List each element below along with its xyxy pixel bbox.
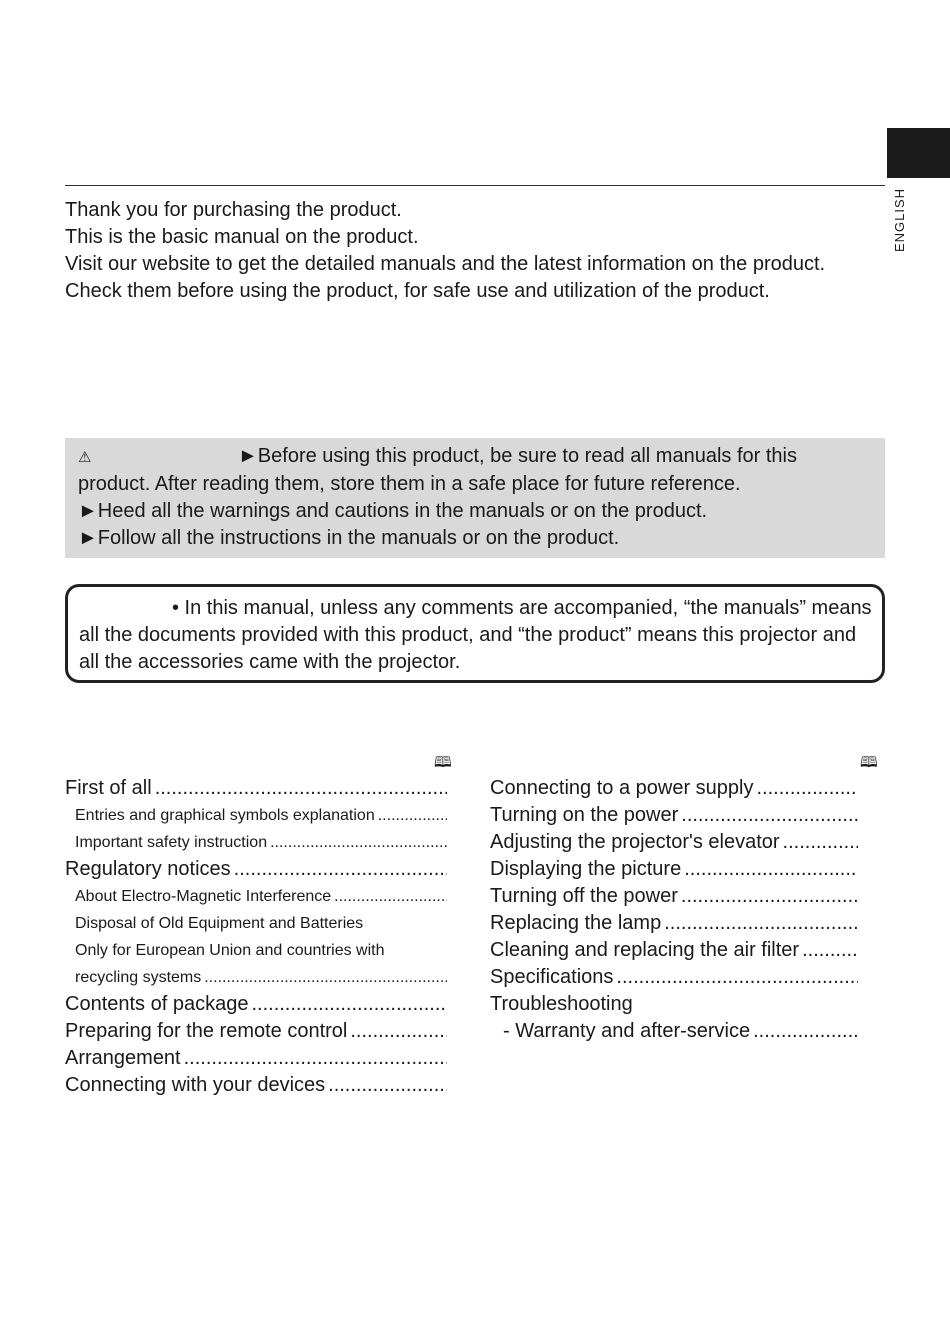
toc-item-filter[interactable]: Cleaning and replacing the air filter ..... xyxy=(490,937,858,964)
toc-item-specs[interactable]: Specifications ..... xyxy=(490,964,858,991)
warning-text-1: ►Before using this product, be sure to read all manuals for this product. After reading them, store them in a safe place for future reference. xyxy=(78,445,797,495)
note-text: • In this manual, unless any comments are accompanied, “the manuals” means all the documents provided with this product, and “the product” means this projector and all the accessories came with the projector. xyxy=(79,597,872,673)
toc-item-remote[interactable]: Preparing for the remote control ..... xyxy=(65,1018,447,1045)
toc-item-power-on[interactable]: Turning on the power ..... xyxy=(490,802,858,829)
note-box xyxy=(65,584,885,683)
toc-item-arrangement[interactable]: Arrangement ..... xyxy=(65,1045,447,1072)
book-icon: 🕮 xyxy=(860,754,878,771)
intro-text xyxy=(65,197,875,305)
intro-line-2: This is the basic manual on the product. xyxy=(65,226,419,248)
section-tab-block xyxy=(887,128,950,178)
warning-triangle-icon: ⚠ xyxy=(78,449,92,466)
toc-item-entries[interactable]: Entries and graphical symbols explanation ..... xyxy=(65,802,447,829)
warning-line-3: ►Follow all the instructions in the manuals or on the product. xyxy=(78,527,620,549)
intro-line-1: Thank you for purchasing the product. xyxy=(65,199,402,221)
toc-item-first-of-all[interactable]: First of all ..... xyxy=(65,775,447,802)
toc-item-connecting[interactable]: Connecting with your devices ..... xyxy=(65,1072,447,1099)
toc-item-safety[interactable]: Important safety instruction ..... xyxy=(65,829,447,856)
toc-item-regulatory[interactable]: Regulatory notices ..... xyxy=(65,856,447,883)
toc-item-elevator[interactable]: Adjusting the projector's elevator ..... xyxy=(490,829,858,856)
note-text-wrap xyxy=(79,595,872,676)
warning-line-2: ►Heed all the warnings and cautions in the manuals or on the product. xyxy=(78,500,708,522)
toc-item-eu-line-1[interactable]: Only for European Union and countries with xyxy=(75,942,385,959)
toc-item-contents[interactable]: Contents of package ..... xyxy=(65,991,447,1018)
toc-item-emi[interactable]: About Electro-Magnetic Interference ..... xyxy=(65,883,447,910)
toc-item-warranty[interactable]: - Warranty and after-service ..... xyxy=(490,1018,858,1045)
toc-item-power-off[interactable]: Turning off the power ..... xyxy=(490,883,858,910)
toc-left-column xyxy=(65,775,447,1099)
toc-item-picture[interactable]: Displaying the picture ..... xyxy=(490,856,858,883)
toc-item-troubleshooting[interactable]: Troubleshooting xyxy=(490,993,633,1015)
toc-item-eu-line-2[interactable]: recycling systems ..... xyxy=(65,964,447,991)
toc-item-disposal[interactable]: Disposal of Old Equipment and Batteries xyxy=(75,915,364,932)
language-side-label: ENGLISH xyxy=(892,187,907,252)
book-icon: 🕮 xyxy=(434,754,452,771)
warning-box xyxy=(65,438,885,558)
toc-item-power-supply[interactable]: Connecting to a power supply ..... xyxy=(490,775,858,802)
intro-line-3: Visit our website to get the detailed manuals and the latest information on the product. Check them before using the product, for safe use and utilization of the product. xyxy=(65,253,826,302)
warning-line-1 xyxy=(78,443,871,498)
toc-item-lamp[interactable]: Replacing the lamp ..... xyxy=(490,910,858,937)
toc-right-column xyxy=(490,775,858,1045)
header-rule xyxy=(65,185,885,186)
